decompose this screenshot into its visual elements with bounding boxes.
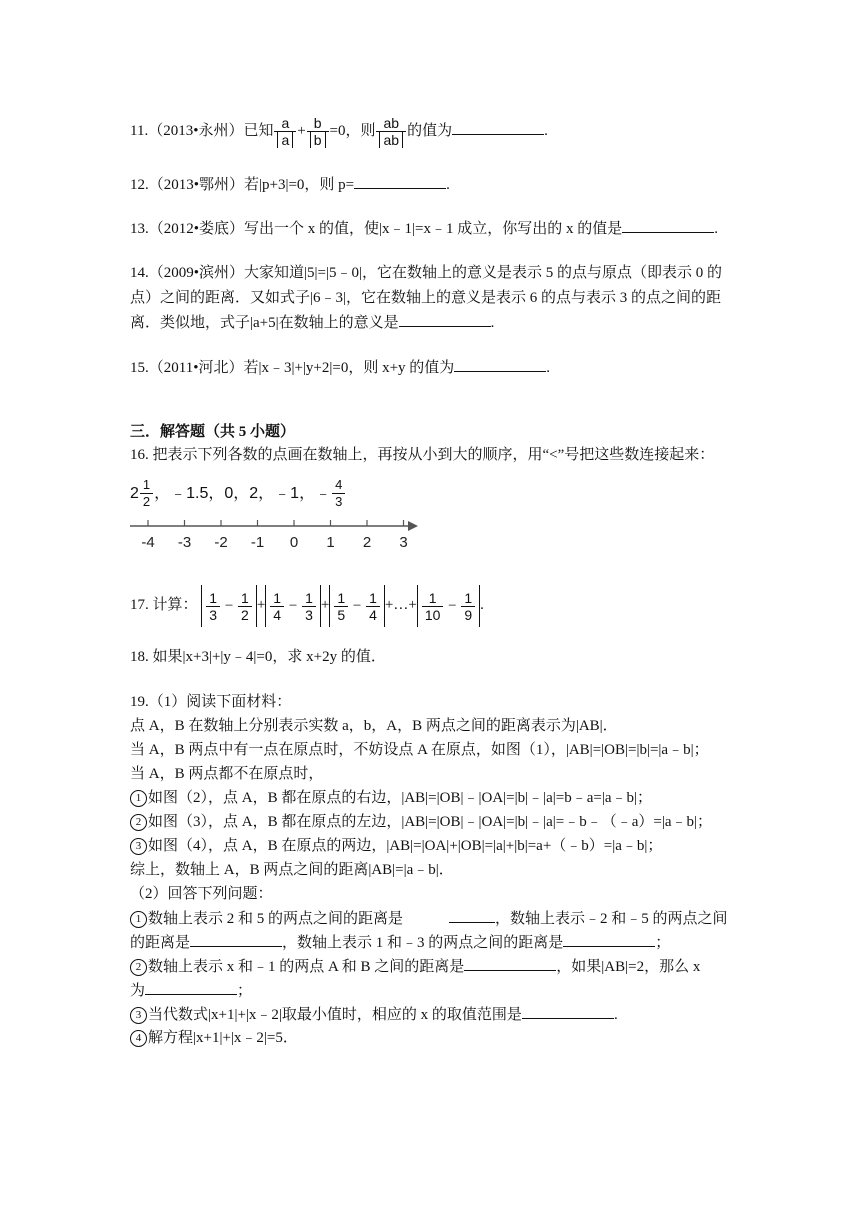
question-15: 15.（2011•河北）若|x﹣3|+|y+2|=0，则 x+y 的值为 . [130, 357, 550, 378]
answer-blank[interactable] [563, 932, 655, 947]
q19-line-2: 点 A，B 在数轴上分别表示实数 a，b，A，B 两点之间的距离表示为|AB|． [130, 718, 618, 734]
circled-number: 4 [130, 1030, 147, 1047]
circled-number: 2 [130, 814, 147, 831]
question-14-line-2: 点）之间的距离．又如式子|6﹣3|，它在数轴上的意义是表示 6 的点与表示 3 的点之间的距 [130, 290, 722, 306]
q19-line-8: 综上，数轴上 A，B 两点之间的距离|AB|=|a﹣b|． [130, 862, 454, 878]
number-line-tick-label: -2 [214, 534, 228, 551]
circled-number: 1 [130, 790, 147, 807]
section-title: 三．解答题（共 5 小题） [130, 424, 296, 440]
fraction-four-thirds: $\frac{4}{3}$ [332, 477, 345, 510]
abs-term-3: $\frac{1}{5}$ − $\frac{1}{4}$ [329, 585, 385, 627]
number-line-tick-label: 2 [362, 534, 372, 551]
circled-number: 3 [130, 838, 147, 855]
circled-number: 1 [130, 911, 147, 928]
arrow-right-icon [408, 521, 418, 531]
answer-blank[interactable] [190, 932, 282, 947]
abs-term-2: $\frac{1}{4}$ − $\frac{1}{3}$ [265, 585, 321, 627]
question-11: 11.（2013•永州）已知 $\frac{a}{a}$ + $\frac{b}{b}$ =0，则 $\frac{ab}{ab}$ 的值为 . [130, 115, 548, 148]
number-line-tick-label: 0 [289, 534, 299, 551]
answer-blank[interactable] [145, 980, 237, 995]
circled-number: 3 [130, 1007, 147, 1024]
answer-blank[interactable] [454, 357, 546, 372]
question-16: 16. 把表示下列各数的点画在数轴上，再按从小到大的顺序，用“<”号把这些数连接起来： [130, 447, 715, 463]
q19-line-3: 当 A，B 两点中有一点在原点时，不妨设点 A 在原点，如图（1），|AB|=|OB|=|b|=|a﹣b|； [130, 742, 709, 758]
q19-line-14: 3 当代数式|x+1|+|x﹣2|取最小值时，相应的 x 的取值范围是 . [130, 1004, 618, 1025]
number-line-tick-label: -4 [141, 534, 155, 551]
answer-blank[interactable] [622, 218, 714, 233]
q19-line-9: （2）回答下列问题： [130, 886, 273, 902]
fraction-one-half: $\frac{1}{2}$ [140, 477, 153, 510]
q19-line-13: 为 ； [130, 980, 252, 1001]
q19-line-15: 4 解方程|x+1|+|x﹣2|=5． [130, 1028, 298, 1048]
abs-term-4: $\frac{1}{10}$ − $\frac{1}{9}$ [417, 585, 480, 627]
q19-line-10: 1 数轴上表示 2 和 5 的两点之间的距离是 ，数轴上表示﹣2 和﹣5 的两点之间 [130, 908, 728, 929]
q19-line-5: 1 如图（2），点 A，B 都在原点的右边，|AB|=|OB|﹣|OA|=|b|﹣|a|=b﹣a=|a﹣b|； [130, 788, 652, 808]
answer-blank[interactable] [399, 312, 491, 327]
q19-line-12: 2 数轴上表示 x 和﹣1 的两点 A 和 B 之间的距离是 ，如果|AB|=2，那么 x [130, 956, 700, 977]
abs-term-1: $\frac{1}{3}$ − $\frac{1}{2}$ [201, 585, 257, 627]
number-line-tick-label: -3 [177, 534, 192, 551]
answer-blank[interactable] [464, 956, 556, 971]
q16-numbers: 2 $\frac{1}{2}$ ，﹣1.5，0，2，﹣1，﹣ $\frac{4}{3}$ [130, 474, 346, 514]
number-line [128, 517, 428, 551]
answer-blank[interactable] [522, 1004, 614, 1019]
question-14-line-1: 14.（2009•滨州）大家知道|5|=|5﹣0|，它在数轴上的意义是表示 5 的点与原点（即表示 0 的 [130, 265, 722, 281]
q19-line-1: 19.（1）阅读下面材料： [130, 694, 292, 710]
fraction-ab-over-abs-ab: $\frac{ab}{ab}$ [376, 115, 406, 148]
q11-prefix: 11.（2013•永州）已知 [130, 122, 274, 139]
question-13: 13.（2012•娄底）写出一个 x 的值，使|x﹣1|=x﹣1 成立，你写出的 x 的值是 . [130, 218, 718, 239]
answer-blank[interactable] [452, 120, 544, 135]
circled-number: 2 [130, 959, 147, 976]
q19-line-6: 2 如图（3），点 A，B 都在原点的左边，|AB|=|OB|﹣|OA|=|b|﹣|a|=﹣b﹣（﹣a）=|a﹣b|； [130, 812, 712, 832]
fraction-a-over-abs-a: $\frac{a}{a}$ [274, 115, 296, 148]
question-17: 17. 计算： $\frac{1}{3}$ − $\frac{1}{2}$ + $\frac{1}{4}$ − $\frac{1}{3}$ + $\frac{1}{5}$ − $\frac{1}{4}$ +…+ $\frac{1}{10}$ − $\frac{1}{9}$ . [130, 584, 484, 627]
fraction-b-over-abs-b: $\frac{b}{b}$ [307, 115, 329, 148]
question-14-line-3: 离．类似地，式子|a+5|在数轴上的意义是 . [130, 312, 494, 333]
question-18: 18. 如果|x+3|+|y﹣4|=0，求 x+2y 的值． [130, 649, 386, 665]
question-12: 12.（2013•鄂州）若|p+3|=0，则 p= . [130, 174, 450, 195]
q19-line-11: 的距离是 ，数轴上表示 1 和﹣3 的两点之间的距离是 ； [130, 932, 670, 953]
q19-line-7: 3 如图（4），点 A，B 在原点的两边，|AB|=|OA|+|OB|=|a|+|b|=a+（﹣b）=|a﹣b|； [130, 836, 662, 856]
answer-blank[interactable] [354, 174, 446, 189]
number-line-tick-label: -1 [250, 534, 265, 551]
number-line-tick-label: 1 [326, 534, 335, 551]
answer-blank[interactable] [449, 908, 495, 923]
number-line-tick-label: 3 [399, 534, 408, 551]
q19-line-4: 当 A，B 两点都不在原点时， [130, 766, 324, 782]
